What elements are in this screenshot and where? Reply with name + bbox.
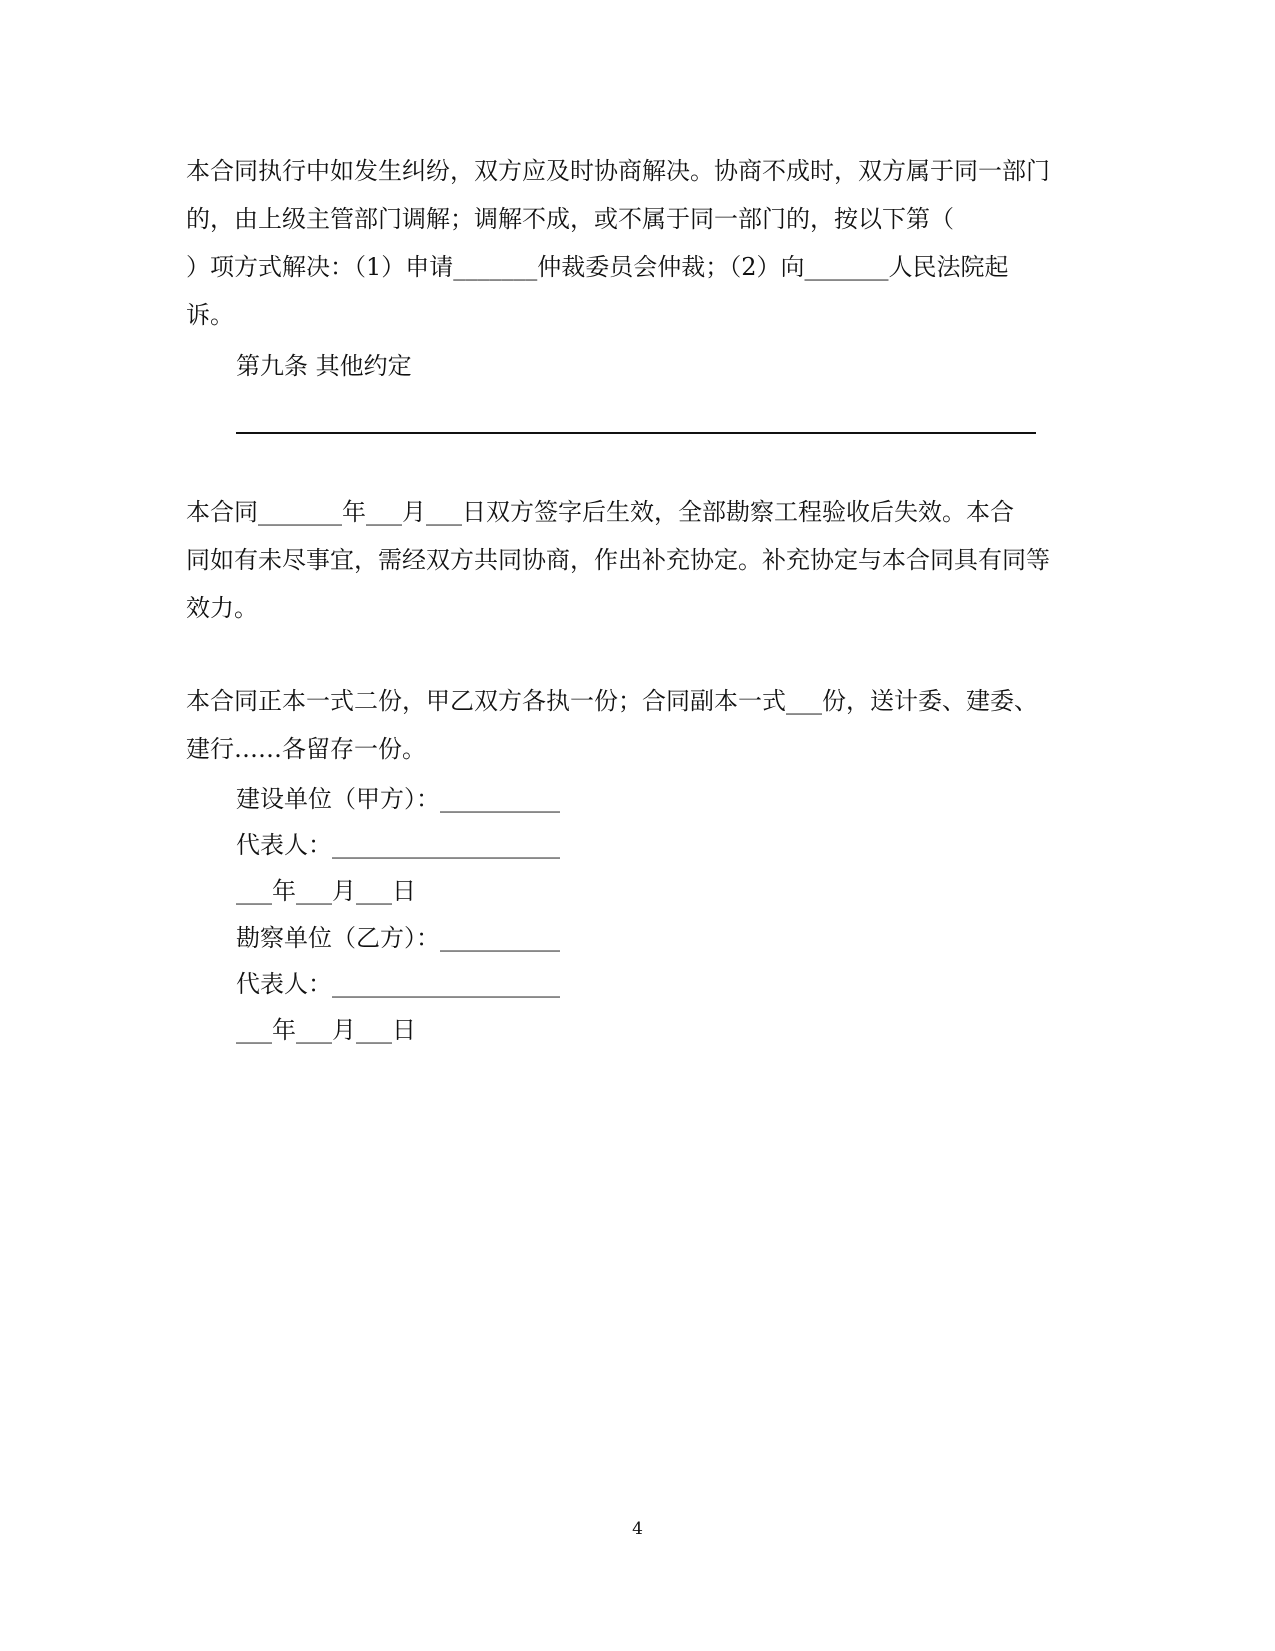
party-a-representative: 代表人：___________________ xyxy=(236,831,560,859)
party-a-date: ___年___月___日 xyxy=(236,877,416,905)
party-a-unit: 建设单位（甲方）：__________ xyxy=(236,785,560,813)
copies-line-1: 本合同正本一式二份，甲乙双方各执一份；合同副本一式___份，送计委、建委、 xyxy=(186,687,1038,715)
copies-line-2: 建行……各留存一份。 xyxy=(186,735,426,763)
party-b-unit: 勘察单位（乙方）：__________ xyxy=(236,924,560,952)
page-number: 4 xyxy=(632,1519,643,1539)
other-agreement-blank-line xyxy=(236,432,1036,434)
effective-line-2: 同如有未尽事宜，需经双方共同协商，作出补充协定。补充协定与本合同具有同等 xyxy=(186,546,1050,574)
dispute-line-4: 诉。 xyxy=(186,301,234,329)
party-b-representative: 代表人：___________________ xyxy=(236,970,560,998)
article-nine-title: 第九条 其他约定 xyxy=(236,352,412,380)
effective-line-3: 效力。 xyxy=(186,594,258,622)
dispute-line-1: 本合同执行中如发生纠纷，双方应及时协商解决。协商不成时，双方属于同一部门 xyxy=(186,157,1050,185)
effective-line-1: 本合同_______年___月___日双方签字后生效，全部勘察工程验收后失效。本合 xyxy=(186,498,1014,526)
dispute-line-2: 的，由上级主管部门调解；调解不成，或不属于同一部门的，按以下第（ xyxy=(186,205,954,233)
party-b-date: ___年___月___日 xyxy=(236,1016,416,1044)
dispute-line-3: ）项方式解决：（1）申请_______仲裁委员会仲裁；（2）向_______人民法院起 xyxy=(186,253,1009,281)
